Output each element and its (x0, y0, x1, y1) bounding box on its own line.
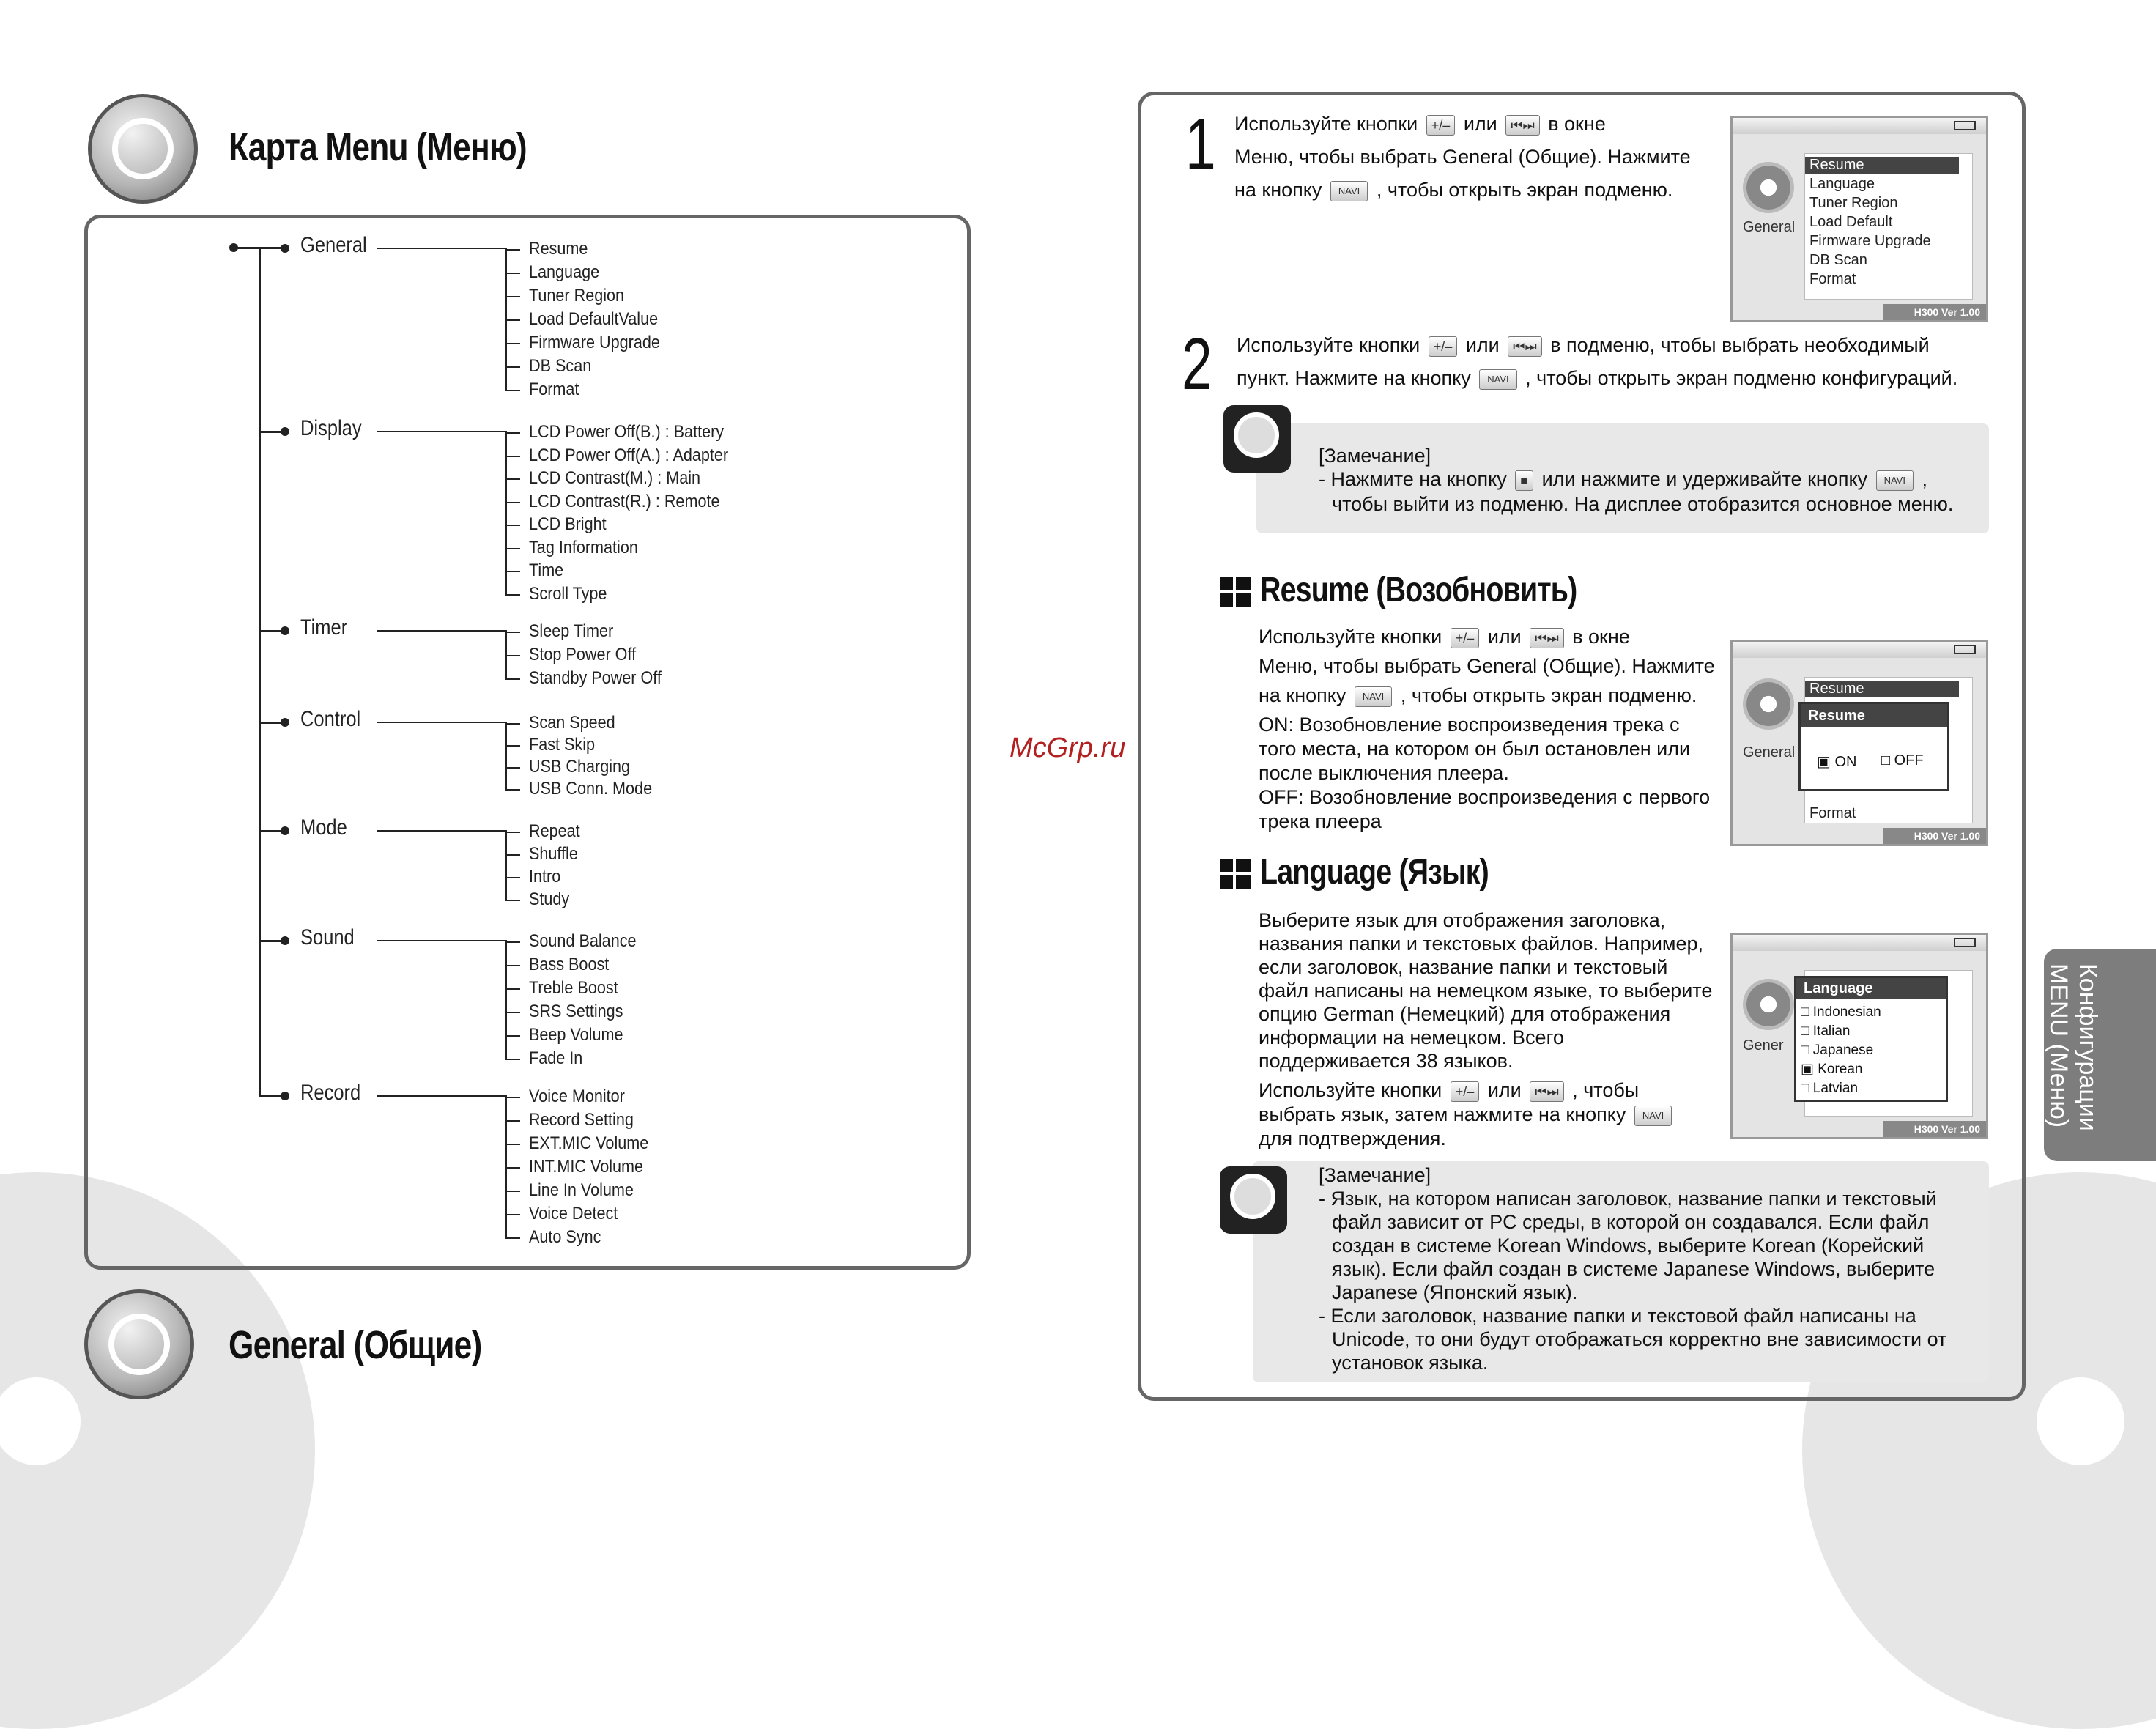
resume-line-3 (1259, 684, 1697, 708)
resume-popup (1798, 702, 1949, 791)
menu-subitem: USB Charging (529, 757, 631, 777)
language-line-10: для подтверждения. (1259, 1128, 1446, 1149)
resume-heading: Resume (Возобновить) (1260, 571, 1577, 610)
language-description-line: Выберите язык для отображения заголовка, (1259, 909, 1666, 931)
resume-text-c: в окне (1572, 626, 1630, 648)
language-text-b: или (1487, 1079, 1522, 1101)
language-text-d: выбрать язык, затем нажмите на кнопку (1259, 1103, 1626, 1125)
language-option: □ Italian (1801, 1023, 1851, 1039)
resume-text-e: , чтобы открыть экран подменю. (1400, 684, 1697, 706)
tree-sub-tick (505, 767, 520, 769)
tree-sub-spine (505, 830, 507, 900)
screen-3-label: Gener (1743, 1037, 1784, 1054)
navi-button-icon: NAVI (1634, 1106, 1672, 1126)
note-1-line-2: чтобы выйти из подменю. На дисплее отобразится основное меню. (1332, 493, 1954, 515)
resume-text-a: Используйте кнопки (1259, 626, 1442, 648)
menu-subitem: Fast Skip (529, 735, 596, 755)
menu-category-display: Display (300, 416, 362, 440)
note-2-line: - Язык, на котором написан заголовок, название папки и текстовый (1319, 1188, 1937, 1210)
menu-subitem: LCD Power Off(A.) : Adapter (529, 445, 729, 465)
language-option-list (1801, 1003, 1881, 1098)
screen-1-list (1804, 153, 1973, 300)
skip-button-icon: ⏮⏭ (1530, 628, 1563, 648)
tree-connector-line (377, 940, 505, 941)
language-text-a: Используйте кнопки (1259, 1079, 1442, 1101)
resume-text-b: или (1487, 626, 1522, 648)
battery-icon (1954, 121, 1976, 130)
menu-map-heading: Карта Menu (Меню) (229, 125, 527, 169)
language-text-c: , чтобы (1572, 1079, 1640, 1101)
menu-category-sound: Sound (300, 925, 355, 949)
language-popup-title: Language (1796, 978, 1946, 999)
tree-sub-tick (505, 1214, 520, 1215)
skip-button-icon: ⏮⏭ (1530, 1081, 1563, 1102)
screen-2-top-item: Resume (1805, 681, 1959, 697)
language-line-8 (1259, 1078, 1639, 1103)
resume-line-1 (1259, 625, 1630, 649)
language-popup (1794, 976, 1948, 1102)
tree-sub-tick (505, 390, 520, 391)
note-icon (1220, 1166, 1287, 1234)
tree-sub-tick (505, 789, 520, 791)
tree-sub-spine (505, 722, 507, 790)
step-2-line-1 (1237, 333, 1930, 358)
tree-sub-tick (505, 432, 520, 434)
skip-button-icon: ⏮⏭ (1505, 115, 1539, 136)
tree-sub-tick (505, 525, 520, 526)
resume-on-option (1817, 752, 1856, 771)
step-1-text-b: или (1463, 113, 1497, 135)
tree-sub-tick (505, 1144, 520, 1145)
screen-2-version: H300 Ver 1.00 (1883, 828, 1986, 844)
general-heading: General (Общие) (229, 1323, 482, 1367)
menu-subitem: Format (529, 380, 579, 399)
note-2-line: язык). Если файл создан в системе Japanese Windows, выберите (1332, 1258, 1935, 1280)
tree-category-dot (281, 936, 289, 945)
screen-1-item: Load Default (1809, 214, 1893, 230)
tree-sub-tick (505, 832, 520, 833)
menu-subitem: INT.MIC Volume (529, 1157, 644, 1177)
menu-subitem: LCD Contrast(R.) : Remote (529, 491, 720, 511)
menu-subitem: Tag Information (529, 537, 638, 558)
tree-sub-tick (505, 343, 520, 344)
tree-sub-spine (505, 940, 507, 1059)
resume-line-5: того места, на котором он был остановлен или (1259, 738, 1691, 760)
menu-subitem: Treble Boost (529, 978, 618, 998)
radio-unchecked-icon: □ (1881, 752, 1891, 769)
menu-category-timer: Timer (300, 615, 348, 640)
resume-on-label: ON (1834, 754, 1857, 770)
note-1-line-1 (1319, 467, 1927, 492)
language-option: □ Indonesian (1801, 1004, 1881, 1020)
radio-checked-icon: ▣ (1817, 754, 1831, 770)
step-2-text-b: или (1465, 334, 1500, 356)
step-1-text-d: на кнопку (1234, 179, 1322, 201)
language-heading: Language (Язык) (1260, 853, 1489, 892)
step-1-text-c: в окне (1548, 113, 1606, 135)
step-1-number: 1 (1185, 103, 1216, 185)
language-description-line: информации на немецком. Всего (1259, 1026, 1564, 1048)
checkbox-icon: □ (1801, 1004, 1809, 1020)
tree-sub-tick (505, 854, 520, 856)
checkbox-icon: □ (1801, 1081, 1809, 1096)
menu-subitem: Sleep Timer (529, 621, 614, 641)
navi-button-icon: NAVI (1330, 181, 1368, 201)
menu-category-mode: Mode (300, 815, 347, 840)
menu-subitem: Stop Power Off (529, 645, 637, 664)
note-2-line: - Если заголовок, название папки и текстовой файл написаны на (1319, 1305, 1916, 1327)
tree-connector-line (377, 1095, 505, 1097)
resume-line-6: после выключения плеера. (1259, 762, 1509, 784)
disc-logo-icon (88, 94, 198, 204)
plus-minus-button-icon: +/– (1426, 115, 1456, 136)
screen-1-version: H300 Ver 1.00 (1883, 304, 1986, 320)
menu-subitem: Sound Balance (529, 931, 637, 951)
menu-subitem: Beep Volume (529, 1025, 623, 1045)
tree-sub-tick (505, 594, 520, 596)
menu-subitem: Auto Sync (529, 1227, 601, 1247)
stop-button-icon: ■ (1515, 470, 1533, 491)
navi-button-icon: NAVI (1355, 686, 1392, 707)
tree-sub-tick (505, 632, 520, 633)
step-2-text-e: , чтобы открыть экран подменю конфигураций. (1525, 367, 1958, 389)
note-2-line: Unicode, то они будут отображаться корректно вне зависимости от (1332, 1328, 1947, 1350)
screen-3-version: H300 Ver 1.00 (1883, 1121, 1986, 1137)
note-2-line: Japanese (Японский язык). (1332, 1281, 1578, 1303)
resume-off-option (1881, 752, 1924, 769)
tree-sub-tick (505, 745, 520, 747)
menu-subitem: Resume (529, 239, 588, 259)
tree-sub-tick (505, 900, 520, 901)
plus-minus-button-icon: +/– (1429, 336, 1458, 357)
step-1-text-e: , чтобы открыть экран подменю. (1376, 179, 1673, 201)
menu-subitem: EXT.MIC Volume (529, 1133, 649, 1153)
language-description-line: если заголовок, название папки и текстовый (1259, 956, 1668, 978)
gear-icon (1743, 162, 1794, 213)
menu-subitem: LCD Power Off(B.) : Battery (529, 422, 725, 442)
tree-connector-line (377, 830, 505, 832)
device-screen-resume (1730, 640, 1988, 846)
tree-category-dot (281, 626, 289, 635)
resume-popup-title: Resume (1801, 704, 1947, 727)
menu-subitem: Bass Boost (529, 955, 610, 974)
tree-sub-tick (505, 877, 520, 878)
watermark: McGrp.ru (1010, 733, 1126, 763)
tree-sub-tick (505, 548, 520, 549)
language-line-9 (1259, 1103, 1675, 1127)
step-2-text-d: пункт. Нажмите на кнопку (1237, 367, 1471, 389)
tree-category-dot (281, 427, 289, 436)
tree-sub-tick (505, 1167, 520, 1169)
note-2-line: файл зависит от PC среды, в которой он создавался. Если файл (1332, 1211, 1930, 1233)
tree-sub-tick (505, 249, 520, 251)
note-1-text-c: , (1922, 468, 1927, 490)
tree-connector-line (377, 630, 505, 632)
resume-text-d: на кнопку (1259, 684, 1346, 706)
step-1-text-a: Используйте кнопки (1234, 113, 1418, 135)
tree-connector-line (377, 248, 505, 249)
tree-sub-tick (505, 655, 520, 656)
menu-category-control: Control (300, 707, 361, 731)
menu-subitem: Standby Power Off (529, 668, 662, 688)
tree-sub-tick (505, 723, 520, 725)
tree-sub-tick (505, 988, 520, 990)
tree-sub-tick (505, 296, 520, 297)
screen-1-label: General (1743, 219, 1796, 235)
menu-subitem: Scan Speed (529, 713, 615, 733)
tree-sub-tick (505, 1191, 520, 1192)
screen-1-item: Tuner Region (1809, 195, 1898, 211)
screen-1-item: DB Scan (1809, 252, 1867, 268)
device-screen-language (1730, 933, 1988, 1139)
menu-subitem: Intro (529, 867, 561, 886)
gear-icon (1743, 678, 1794, 730)
tree-sub-tick (505, 319, 520, 321)
note-1-title: [Замечание] (1319, 445, 1431, 467)
tree-sub-tick (505, 502, 520, 503)
note-1-text-a: - Нажмите на кнопку (1319, 468, 1507, 490)
section-side-tab (2044, 949, 2156, 1161)
tree-sub-tick (505, 478, 520, 480)
tree-sub-tick (505, 456, 520, 457)
note-2-line: создан в системе Korean Windows, выберите Korean (Корейский (1332, 1234, 1925, 1256)
battery-icon (1954, 938, 1976, 947)
menu-subitem: Record Setting (529, 1110, 634, 1130)
step-2-line-2 (1237, 366, 1957, 390)
tree-category-dot (281, 718, 289, 727)
menu-subitem: DB Scan (529, 356, 592, 376)
resume-line-8: трека плеера (1259, 810, 1382, 832)
plus-minus-button-icon: +/– (1451, 628, 1480, 648)
checkbox-checked-icon: ▣ (1801, 1062, 1814, 1077)
menu-subitem: SRS Settings (529, 1002, 623, 1021)
menu-subitem: Scroll Type (529, 583, 607, 604)
menu-subitem: Voice Monitor (529, 1086, 625, 1106)
skip-button-icon: ⏮⏭ (1508, 336, 1541, 357)
tree-spine (259, 248, 261, 1097)
tree-category-dot (281, 826, 289, 835)
step-2-number: 2 (1182, 323, 1212, 405)
menu-subitem: USB Conn. Mode (529, 779, 653, 799)
menu-subitem: LCD Contrast(M.) : Main (529, 468, 701, 488)
menu-subitem: LCD Bright (529, 514, 607, 534)
menu-subitem: Shuffle (529, 844, 578, 864)
checkbox-icon: □ (1801, 1043, 1809, 1058)
note-1-text-b: или нажмите и удерживайте кнопку (1541, 468, 1868, 490)
side-tab-line-2: MENU (Меню) (2045, 963, 2072, 1128)
step-2-text-a: Используйте кнопки (1237, 334, 1420, 356)
tree-sub-tick (505, 1012, 520, 1013)
resume-line-7: OFF: Возобновление воспроизведения с первого (1259, 786, 1711, 808)
menu-subitem: Time (529, 560, 564, 580)
menu-subitem: Firmware Upgrade (529, 333, 660, 352)
menu-category-general: General (300, 233, 367, 257)
navi-button-icon: NAVI (1876, 470, 1914, 491)
tree-sub-tick (505, 1097, 520, 1098)
step-1-line-1 (1234, 112, 1606, 136)
side-tab-line-1: Конфигурации (2074, 963, 2102, 1131)
tree-sub-tick (505, 678, 520, 680)
language-description-line: файл написаны на немецком языке, то выберите (1259, 980, 1713, 1002)
menu-subitem: Load DefaultValue (529, 309, 659, 329)
tree-sub-tick (505, 1059, 520, 1060)
disc-logo-icon-2 (84, 1289, 194, 1399)
language-description-line: поддерживается 38 языков. (1259, 1050, 1514, 1072)
tree-sub-tick (505, 1237, 520, 1239)
note-2-title: [Замечание] (1319, 1164, 1431, 1186)
step-1-line-2: Меню, чтобы выбрать General (Общие). Нажмите (1234, 146, 1691, 168)
language-option-selected: ▣ Korean (1801, 1062, 1863, 1077)
menu-subitem: Repeat (529, 821, 580, 841)
screen-1-item: Language (1809, 176, 1875, 192)
tree-sub-tick (505, 571, 520, 572)
screen-1-item: Format (1809, 271, 1856, 287)
screen-2-bottom-item: Format (1809, 805, 1856, 821)
screen-2-label: General (1743, 744, 1796, 760)
tree-sub-tick (505, 366, 520, 368)
resume-line-2: Меню, чтобы выбрать General (Общие). Нажмите (1259, 655, 1715, 677)
section-square-icon (1220, 577, 1251, 607)
menu-subitem: Line In Volume (529, 1180, 634, 1200)
language-description-line: опцию German (Немецкий) для отображения (1259, 1003, 1671, 1025)
tree-sub-tick (505, 273, 520, 274)
bg-circle-right-inner (2037, 1377, 2124, 1465)
language-description-line: названия папки и текстовых файлов. Например, (1259, 933, 1703, 955)
step-2-text-c: в подменю, чтобы выбрать необходимый (1550, 334, 1930, 356)
language-option: □ Japanese (1801, 1043, 1874, 1058)
gear-icon (1743, 979, 1794, 1030)
menu-subitem: Voice Detect (529, 1204, 618, 1223)
tree-sub-tick (505, 1035, 520, 1037)
screen-1-item: Firmware Upgrade (1809, 233, 1931, 249)
resume-line-4: ON: Возобновление воспроизведения трека с (1259, 714, 1680, 736)
tree-sub-tick (505, 965, 520, 966)
tree-connector-line (377, 431, 505, 432)
menu-subitem: Fade In (529, 1048, 583, 1068)
note-icon (1223, 405, 1291, 473)
battery-icon (1954, 645, 1976, 654)
note-2-line: установок языка. (1332, 1352, 1489, 1374)
tree-category-dot (281, 1092, 289, 1100)
tree-sub-tick (505, 1120, 520, 1122)
navi-button-icon: NAVI (1479, 369, 1516, 390)
resume-off-label: OFF (1894, 752, 1924, 769)
tree-connector-line (377, 722, 505, 723)
device-screen-general-menu (1730, 116, 1988, 322)
section-square-icon (1220, 859, 1251, 889)
menu-category-record: Record (300, 1081, 361, 1105)
checkbox-icon: □ (1801, 1023, 1809, 1039)
menu-subitem: Study (529, 889, 570, 909)
screen-1-item: Resume (1805, 157, 1959, 174)
menu-map-panel (84, 215, 971, 1270)
language-option: □ Latvian (1801, 1081, 1859, 1096)
menu-subitem: Tuner Region (529, 286, 625, 306)
tree-category-dot (281, 244, 289, 253)
plus-minus-button-icon: +/– (1451, 1081, 1480, 1102)
tree-sub-tick (505, 941, 520, 943)
menu-subitem: Language (529, 262, 600, 282)
step-1-line-3 (1234, 178, 1672, 202)
